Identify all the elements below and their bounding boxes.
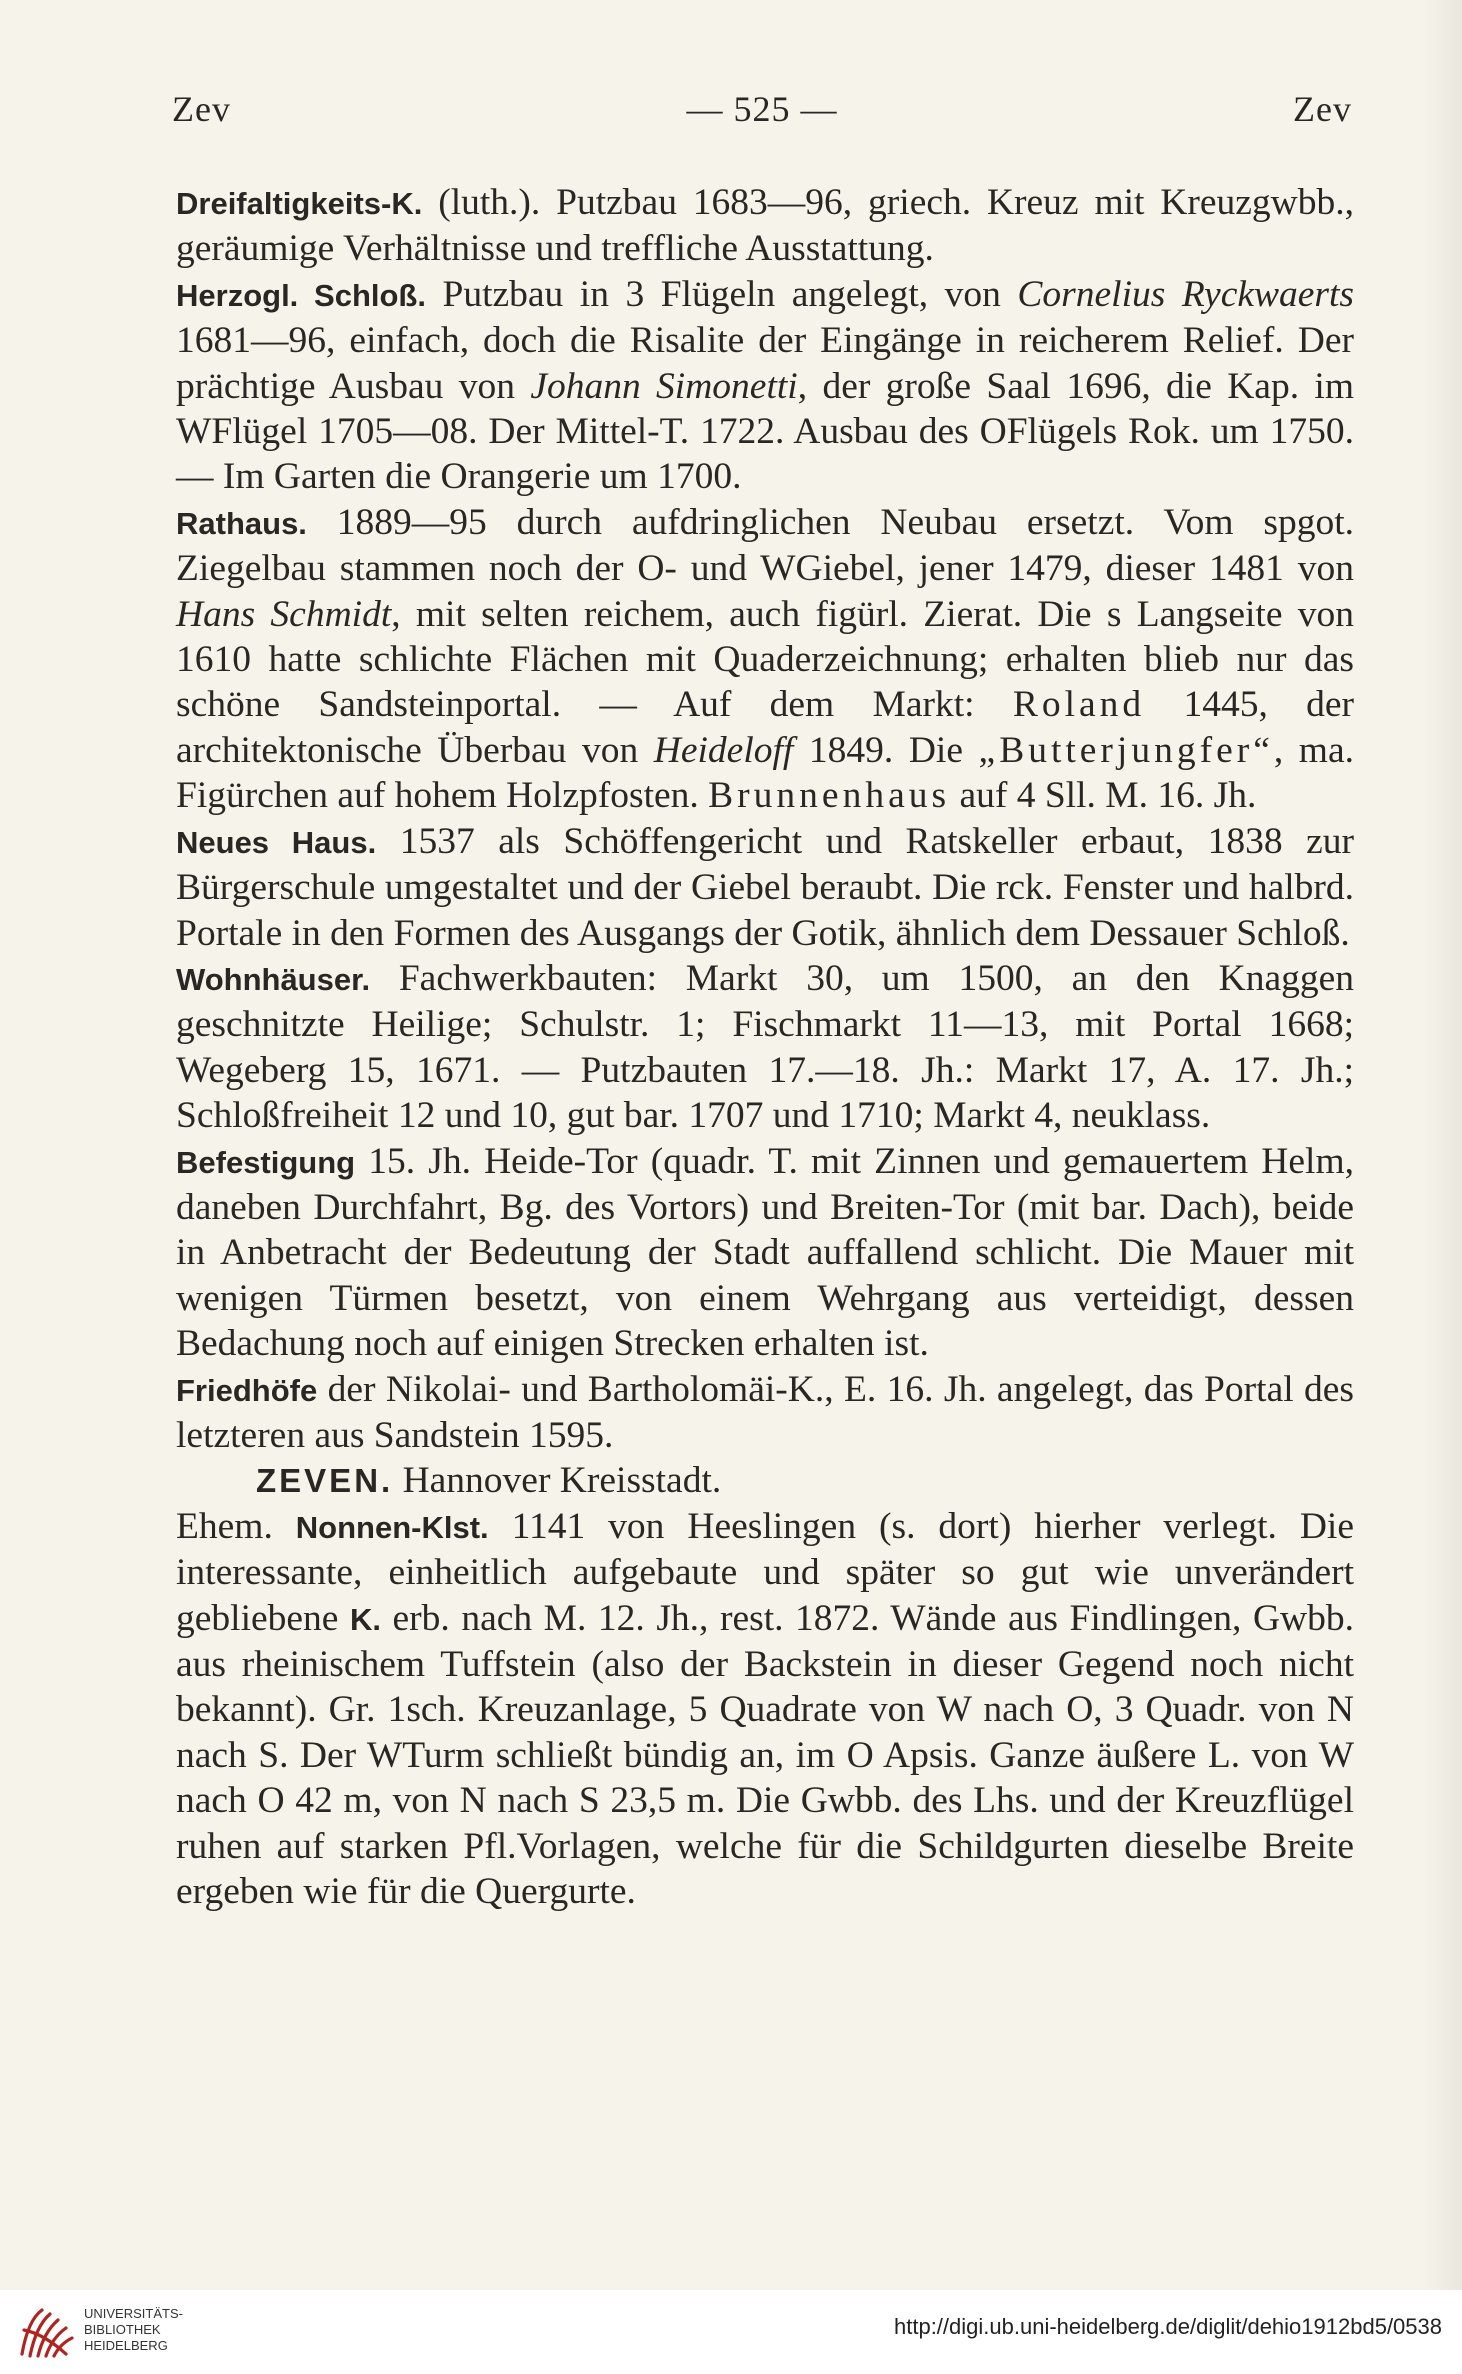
entry-text: Fachwerkbauten: Markt 30, um 1500, an den Knaggen geschnitzte Heilige; Schulstr. 1; Fischmarkt 11—13, mit Portal 1668; Wegeberg 15, 1671. — Putzbauten 17.—18. Jh.: Markt 17, A. 17. Jh.; Schloßfreiheit 12 und 10, gut bar. 1707 und 1710; Markt 4, neuklass. (176, 957, 1354, 1137)
entry-nonnen-kloster (176, 1504, 1354, 1915)
spaced-term: „Butterjungfer“ (978, 729, 1274, 771)
entry-text: der Nikolai- und Bartholomäi-K., E. 16. Jh. angelegt, das Portal des letzteren aus Sandstein 1595. (176, 1368, 1354, 1456)
entry-text: Putzbau in 3 Flügeln angelegt, von (425, 273, 1018, 315)
spaced-term: Brunnenhaus (708, 775, 951, 817)
page-edge-shadow (1422, 0, 1462, 2290)
library-name-line: UNIVERSITÄTS- (84, 2306, 183, 2321)
page-body (176, 180, 1354, 1914)
entry-wohnhaeuser (176, 956, 1354, 1139)
entry-text: auf 4 Sll. M. 16. Jh. (950, 775, 1257, 817)
library-name (84, 2306, 183, 2354)
entry-text: Ehem. (176, 1505, 296, 1547)
entry-text: , mit selten reichem, auch figürl. Zierat. Die s Langseite von 1610 hatte schlichte Flächen mit Quaderzeichnung; erhalten blieb nur das schöne Sandsteinportal. — Auf dem Markt: (176, 593, 1354, 726)
entry-keyword: Dreifaltigkeits-K. (176, 186, 423, 221)
town-description: Hannover Kreisstadt. (393, 1460, 722, 1502)
header-right-keyword: Zev (1293, 89, 1352, 129)
entry-keyword: Wohnhäuser. (176, 961, 371, 997)
town-heading (176, 1458, 1354, 1503)
artist-name: Cornelius Ryckwaerts (1017, 273, 1355, 315)
entry-text: 1849. Die (793, 729, 979, 771)
library-logo-icon (14, 2300, 78, 2364)
entry-text: erb. nach M. 12. Jh., rest. 1872. Wände aus Findlingen, Gwbb. aus rheinischem Tuffstein (also der Backstein in dieser Gegend noch nicht bekannt). Gr. 1sch. Kreuzanlage, 5 Quadrate von W nach O, 3 Quadr. von N nach S. Der WTurm schließt bündig an, im O Apsis. Ganze äußere L. von W nach O 42 m, von N nach S 23,5 m. Die Gwbb. des Lhs. und der Kreuzflügel ruhen auf starken Pfl.Vorlagen, welche für die Schildgurten dieselbe Breite ergeben wie für die Quergurte. (176, 1597, 1354, 1913)
artist-name: Heideloff (653, 729, 794, 771)
entry-keyword: Nonnen-Klst. (295, 1509, 489, 1545)
entry-keyword: Herzogl. Schloß. (176, 277, 426, 313)
entry-keyword: Befestigung (176, 1144, 356, 1180)
entry-text: , ma. Figürchen auf hohem Holzpfosten. (176, 729, 1354, 817)
town-name: ZEVEN. (256, 1462, 394, 1500)
entry-neues-haus (176, 819, 1354, 956)
entry-keyword: Neues Haus. (176, 824, 377, 860)
entry-dreifaltigkeits-kirche (176, 180, 1354, 272)
entry-text: 1537 als Schöffengericht und Ratskeller erbaut, 1838 zur Bürgerschule umgestaltet und der Giebel beraubt. Die rck. Fenster und halbrd. Portale in den Formen des Ausgangs der Gotik, ähnlich dem Dessauer Schloß. (176, 820, 1354, 954)
entry-keyword: Friedhöfe (176, 1372, 318, 1408)
library-name-line: BIBLIOTHEK (84, 2322, 161, 2337)
digitization-footer (0, 2290, 1462, 2374)
spaced-term: Roland (1012, 684, 1146, 726)
entry-text: 15. Jh. Heide-Tor (quadr. T. mit Zinnen und gemauertem Helm, daneben Durchfahrt, Bg. des Vortors) und Breiten-Tor (mit bar. Dach), beide in Anbetracht der Bedeutung der Stadt auffallend schlicht. Die Mauer mit wenigen Türmen besetzt, von einem Wehrgang aus verteidigt, dessen Bedachung noch auf einigen Strecken erhalten ist. (176, 1140, 1354, 1365)
entry-text: (luth.). Putzbau 1683—96, griech. Kreuz mit Kreuzgwbb., geräumige Verhältnisse und treffliche Ausstattung. (176, 182, 1354, 270)
entry-text: 1889—95 durch aufdringlichen Neubau ersetzt. Vom spgot. Ziegelbau stammen noch der O- und WGiebel, jener 1479, dieser 1481 von (176, 501, 1354, 590)
entry-text: 1445, der architektonische Überbau von (176, 684, 1354, 771)
entry-keyword: Rathaus. (176, 505, 307, 541)
page-number: — 525 — (686, 89, 838, 129)
running-header (172, 88, 1352, 144)
entry-friedhoefe (176, 1367, 1354, 1459)
artist-name: Johann Simonetti (530, 365, 798, 407)
entry-rathaus (176, 500, 1354, 819)
header-left-keyword: Zev (172, 89, 231, 129)
entry-schloss (176, 272, 1354, 500)
library-name-line: HEIDELBERG (84, 2338, 168, 2353)
entry-befestigung (176, 1139, 1354, 1367)
entry-text: , der große Saal 1696, die Kap. im WFlügel 1705—08. Der Mittel-T. 1722. Ausbau des OFlügels Rok. um 1750. — Im Garten die Orangerie um 1700. (176, 365, 1355, 498)
source-url[interactable]: http://digi.ub.uni-heidelberg.de/diglit/dehio1912bd5/0538 (894, 2314, 1442, 2339)
entry-keyword: K. (349, 1601, 381, 1637)
artist-name: Hans Schmidt (176, 593, 392, 635)
entry-text: 1681—96, einfach, doch die Risalite der Eingänge in reicherem Relief. Der prächtige Ausbau von (176, 320, 1354, 407)
entry-text: 1141 von Heeslingen (s. dort) hierher verlegt. Die interessante, einheitlich aufgebaute und später so gut wie unverändert gebliebene (176, 1505, 1354, 1639)
